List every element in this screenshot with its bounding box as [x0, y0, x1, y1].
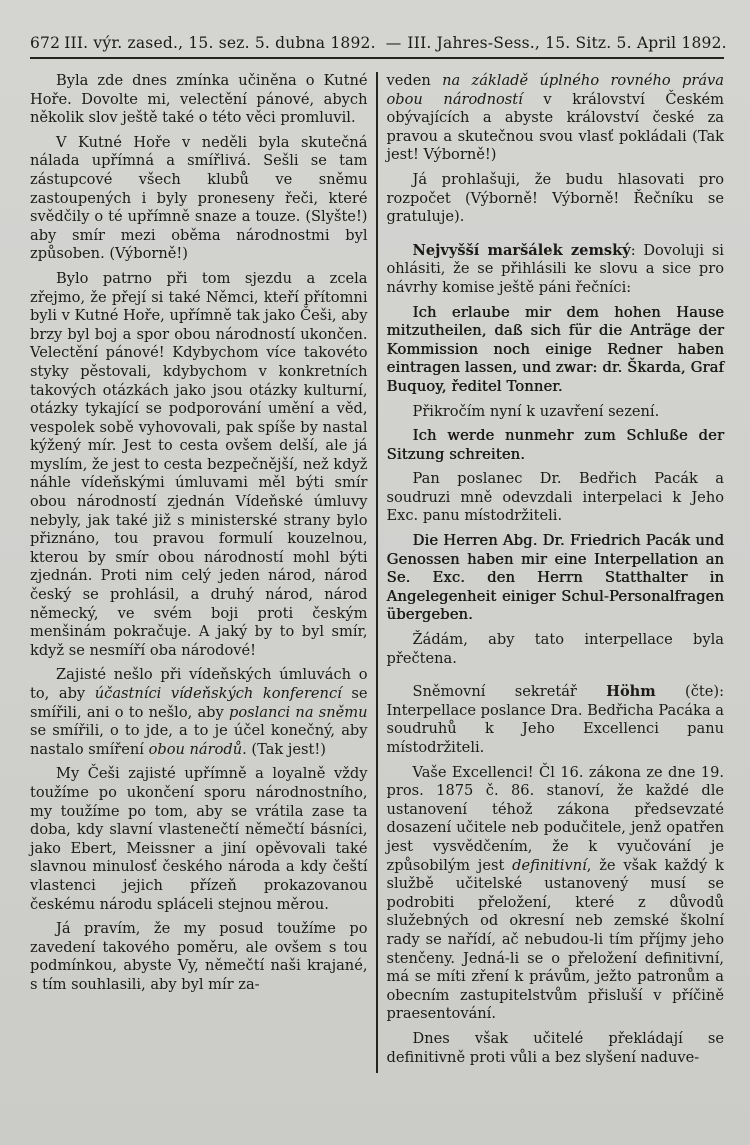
text-segment: V Kutné Hoře v neděli byla skutečná nálada upřímná a smířlivá. Sešli se tam zástupcové všech klubů ve sněmu zastoupených i byly proneseny řeči, které svědčily o té upřímně snaze a touze. (Slyšte!) aby smír mezi oběma národnostmi byl způsoben. (Výborně!): [30, 133, 368, 263]
text-segment: Já pravím, že my posud toužíme po zavedení takového poměru, ale ovšem s tou podmínkou, abyste Vy, němečtí naši krajané, s tím souhlasili, aby byl mír za-: [30, 920, 368, 993]
paragraph: [30, 765, 368, 914]
header-dash: —: [385, 34, 402, 52]
text-segment: , že však každý k službě učitelské ustanovený musí se podrobiti přeložení, které z důvodů služebných od okresní neb zemské školní rady se nařídí, ač nebudou-li tím příjmy jeho stenčeny. Jedná-li se o přeložení definitivní, má se míti zření k právům, ježto patronům a obecním zastupitelstvům přisluší v příčině praesentování.: [386, 856, 724, 1023]
paragraph: [387, 403, 725, 422]
paragraph: [387, 532, 725, 625]
paragraph: [387, 470, 725, 526]
text-segment: : Dovoluji si ohlásiti, že se přihlásili ke slovu a sice pro návrhy komise ještě páni řečníci:: [386, 241, 724, 296]
text-segment: Pan poslanec Dr. Bedřich Pacák a soudruzi mně odevzdali interpelaci k Jeho Exc. panu místodržiteli.: [386, 470, 724, 525]
text-columns: [30, 72, 724, 1073]
right-column: [378, 72, 725, 1073]
paragraph: [30, 270, 368, 660]
paragraph: [30, 666, 368, 759]
header-german-session: III. Jahres-Sess., 15. Sitz. 5. April 1892.: [407, 34, 727, 52]
text-segment: My Češi zajisté upřímně a loyalně vždy toužíme po ukončení sporu národnostního, my toužíme po tom, aby se vrátila zase ta doba, kdy slavní vlastenečtí němečtí básníci, jako Ebert, Meissner a jiní opěvovali také slavnou minulosť českého národa a kdy čeští vlastenci jejich přízeň prokazovanou českému národu spláceli stejnou měrou.: [30, 765, 368, 913]
paragraph: [387, 72, 725, 165]
text-segment: účastníci vídeňských konferencí: [94, 685, 342, 702]
text-segment: obou národů: [148, 740, 243, 758]
header-rule: [30, 57, 724, 59]
page-header: [30, 34, 727, 52]
text-segment: Nejvyšší maršálek zemský: [412, 241, 631, 259]
paragraph: [387, 242, 725, 298]
text-segment: Já prohlašuji, že budu hlasovati pro rozpočet (Výborně! Výborně! Řečníku se gratuluje).: [386, 170, 724, 226]
text-segment: Dnes však učitelé překládají se definitivně proti vůli a bez slyšení naduve-: [386, 1029, 724, 1066]
paragraph: [387, 171, 725, 227]
text-segment: Ich erlaube mir dem hohen Hause mitzutheilen, daß sich für die Anträge der Kommission noch einige Redner haben eintragen lassen, und zwar: dr. Škarda, Graf Buquoy, ředitel Tonner.: [386, 303, 724, 395]
paragraph: [387, 631, 725, 668]
paragraph: [387, 427, 725, 464]
text-segment: veden: [386, 72, 443, 89]
text-segment: Ich werde nunmehr zum Schluße der Sitzung schreiten.: [386, 427, 724, 463]
paragraph: [387, 683, 725, 757]
text-segment: (čte): Interpellace poslance Dra. Bedřicha Pacáka a soudruhů k Jeho Excellenci panu místodržiteli.: [386, 683, 724, 756]
paragraph: [387, 304, 725, 397]
left-column: [30, 72, 376, 1073]
text-segment: v království Českém obývajících a abyste království české za pravou a skutečnou svou vlasť pokládali (Tak jest! Výborně!): [386, 90, 724, 164]
page-number: 672: [30, 34, 61, 52]
text-segment: Sněmovní sekretář: [412, 683, 607, 701]
paragraph: [387, 1030, 725, 1067]
text-segment: poslanci na sněmu: [228, 703, 368, 721]
header-czech-session: [30, 34, 380, 52]
paragraph: [30, 72, 368, 128]
paragraph: [387, 764, 725, 1024]
paragraph: [30, 134, 368, 264]
text-segment: se smířili, ani o to nešlo, aby: [30, 685, 368, 721]
text-segment: Zajisté nešlo při vídeňských úmluvách o to, aby: [30, 666, 368, 702]
text-segment: Žádám, aby tato interpellace byla přečtena.: [386, 631, 724, 667]
text-segment: definitivní: [512, 856, 587, 874]
text-segment: . (Tak jest!): [242, 740, 326, 758]
text-segment: Bylo patrno při tom sjezdu a zcela zřejmo, že přejí si také Němci, kteří přítomni byli v Kutné Hoře, upřímně tak jako Češi, aby brzy byl boj a spor obou národností ukončen. Velectění pánové! Kdybychom více takovéto styky pěstovali, kdybychom v konkretních takových otázkách jako jsou otázky kulturní, otázky tykající se podporování umění a věd, vespolek sobě vyhovovali, pak spíše by nastal kýžený mír. Jest to cesta ovšem delší, ale já myslím, že jest to cesta bezpečnější, než když náhle vídeňskými úmluvami měl býti smír obou národností zjednán Vídeňské úmluvy nebyly, jak také již s ministerské strany bylo přiznáno, tou pravou formulí kouzelnou, kterou by smír obou národností mohl býti zjednán. Proti nim celý jeden národ, národ český se prohlásil, a druhý národ, národ německý, ve svém boji proti českým menšinám pokračuje. A jaký by to byl smír, když se nesmíří oba národové!: [30, 269, 368, 659]
text-segment: na základě úplného rovného práva obou národností: [386, 72, 724, 108]
text-segment: Byla zde dnes zmínka učiněna o Kutné Hoře. Dovolte mi, velectění pánové, abych několik slov ještě také o této věci promluvil.: [30, 72, 368, 127]
header-czech-text: III. výr. zased., 15. sez. 5. dubna 1892.: [64, 34, 376, 52]
text-segment: Přikročím nyní k uzavření sezení.: [412, 402, 660, 420]
text-segment: se smířili, o to jde, a to je účel konečný, aby nastalo smíření: [30, 722, 368, 758]
text-segment: Höhm: [606, 683, 656, 701]
text-segment: Die Herren Abg. Dr. Friedrich Pacák und Genossen haben mir eine Interpellation an Se. Exc. den Herrn Statthalter in Angelegenheit einiger Schul-Personalfragen übergeben.: [386, 532, 724, 624]
paragraph: [30, 920, 368, 994]
text-segment: Vaše Excellenci! Čl 16. zákona ze dne 19. pros. 1875 č. 86. stanoví, že každé dle ustanovení téhož zákona předsevzaté dosazení učitele neb podučitele, jenž opatřen jest vysvědčením, že k vyučování je způsobilým jest: [386, 763, 724, 874]
